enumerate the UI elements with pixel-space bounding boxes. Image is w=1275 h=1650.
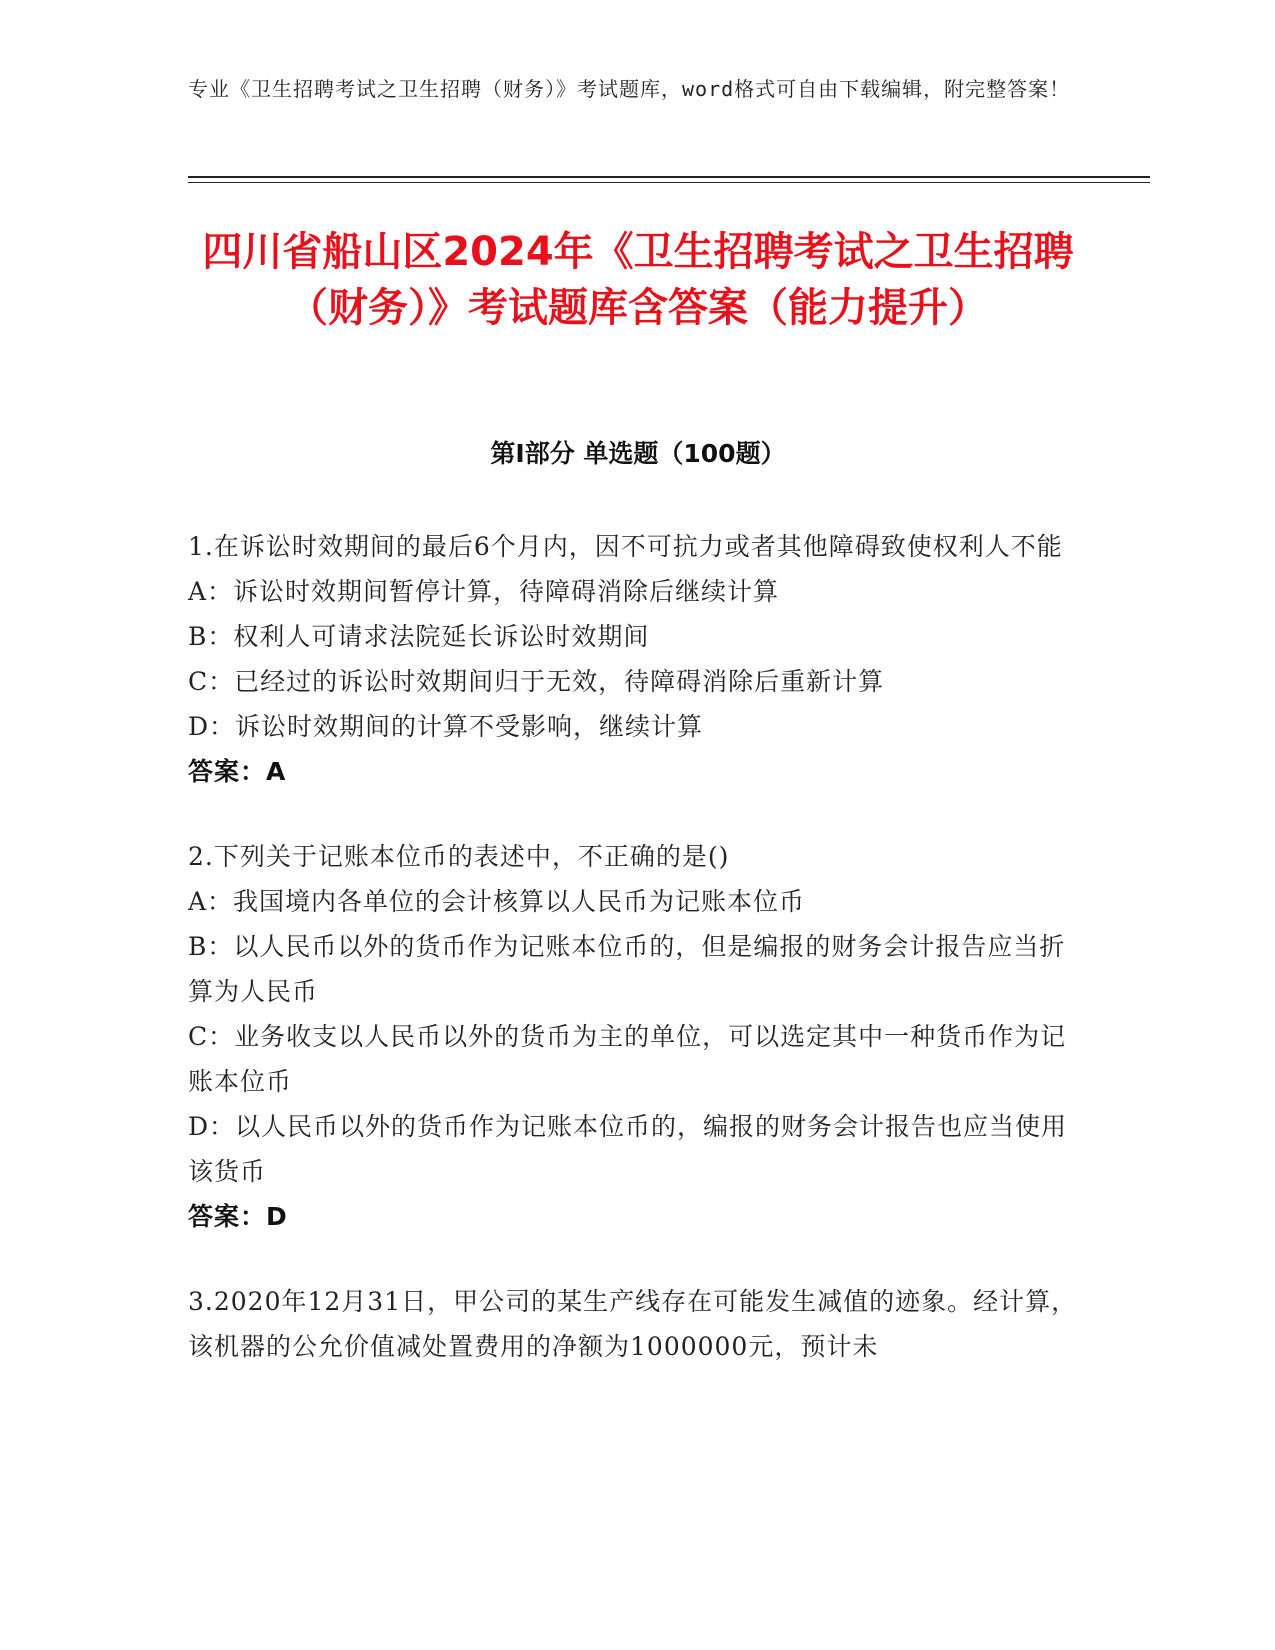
- header-divider-thick: [188, 176, 1150, 178]
- option-b: B：以人民币以外的货币作为记账本位币的，但是编报的财务会计报告应当折算为人民币: [188, 932, 1066, 1006]
- header-note: 专业《卫生招聘考试之卫生招聘（财务）》考试题库，word格式可自由下载编辑，附完整答案！: [188, 77, 1071, 101]
- section-heading: 第Ⅰ部分 单选题（100题）: [490, 439, 786, 468]
- option-d: D：以人民币以外的货币作为记账本位币的，编报的财务会计报告也应当使用该货币: [188, 1112, 1068, 1186]
- header-divider-thin: [188, 182, 1150, 183]
- document-title: 四川省船山区2024年《卫生招聘考试之卫生招聘（财务）》考试题库含答案（能力提升）: [202, 229, 1074, 331]
- question-stem: 3.2020年12月31日，甲公司的某生产线存在可能发生减值的迹象。经计算，该机器的公允价值减处置费用的净额为1000000元，预计未: [188, 1287, 1078, 1361]
- question-stem: 1.在诉讼时效期间的最后6个月内，因不可抗力或者其他障碍致使权利人不能: [188, 532, 1063, 561]
- answer-line: 答案：D: [188, 1202, 288, 1231]
- question-3: [188, 1279, 1088, 1369]
- option-a: A：我国境内各单位的会计核算以人民币为记账本位币: [188, 887, 806, 916]
- option-d: D：诉讼时效期间的计算不受影响，继续计算: [188, 712, 704, 741]
- question-1: [188, 524, 1088, 794]
- question-stem: 2.下列关于记账本位币的表述中，不正确的是(): [188, 842, 730, 871]
- option-c: C：业务收支以人民币以外的货币为主的单位，可以选定其中一种货币作为记账本位币: [188, 1022, 1067, 1096]
- option-a: A：诉讼时效期间暂停计算，待障碍消除后继续计算: [188, 577, 780, 606]
- question-list: [188, 524, 1088, 1409]
- question-2: [188, 834, 1088, 1239]
- option-c: C：已经过的诉讼时效期间归于无效，待障碍消除后重新计算: [188, 667, 885, 696]
- answer-line: 答案：A: [188, 757, 287, 786]
- option-b: B：权利人可请求法院延长诉讼时效期间: [188, 622, 650, 651]
